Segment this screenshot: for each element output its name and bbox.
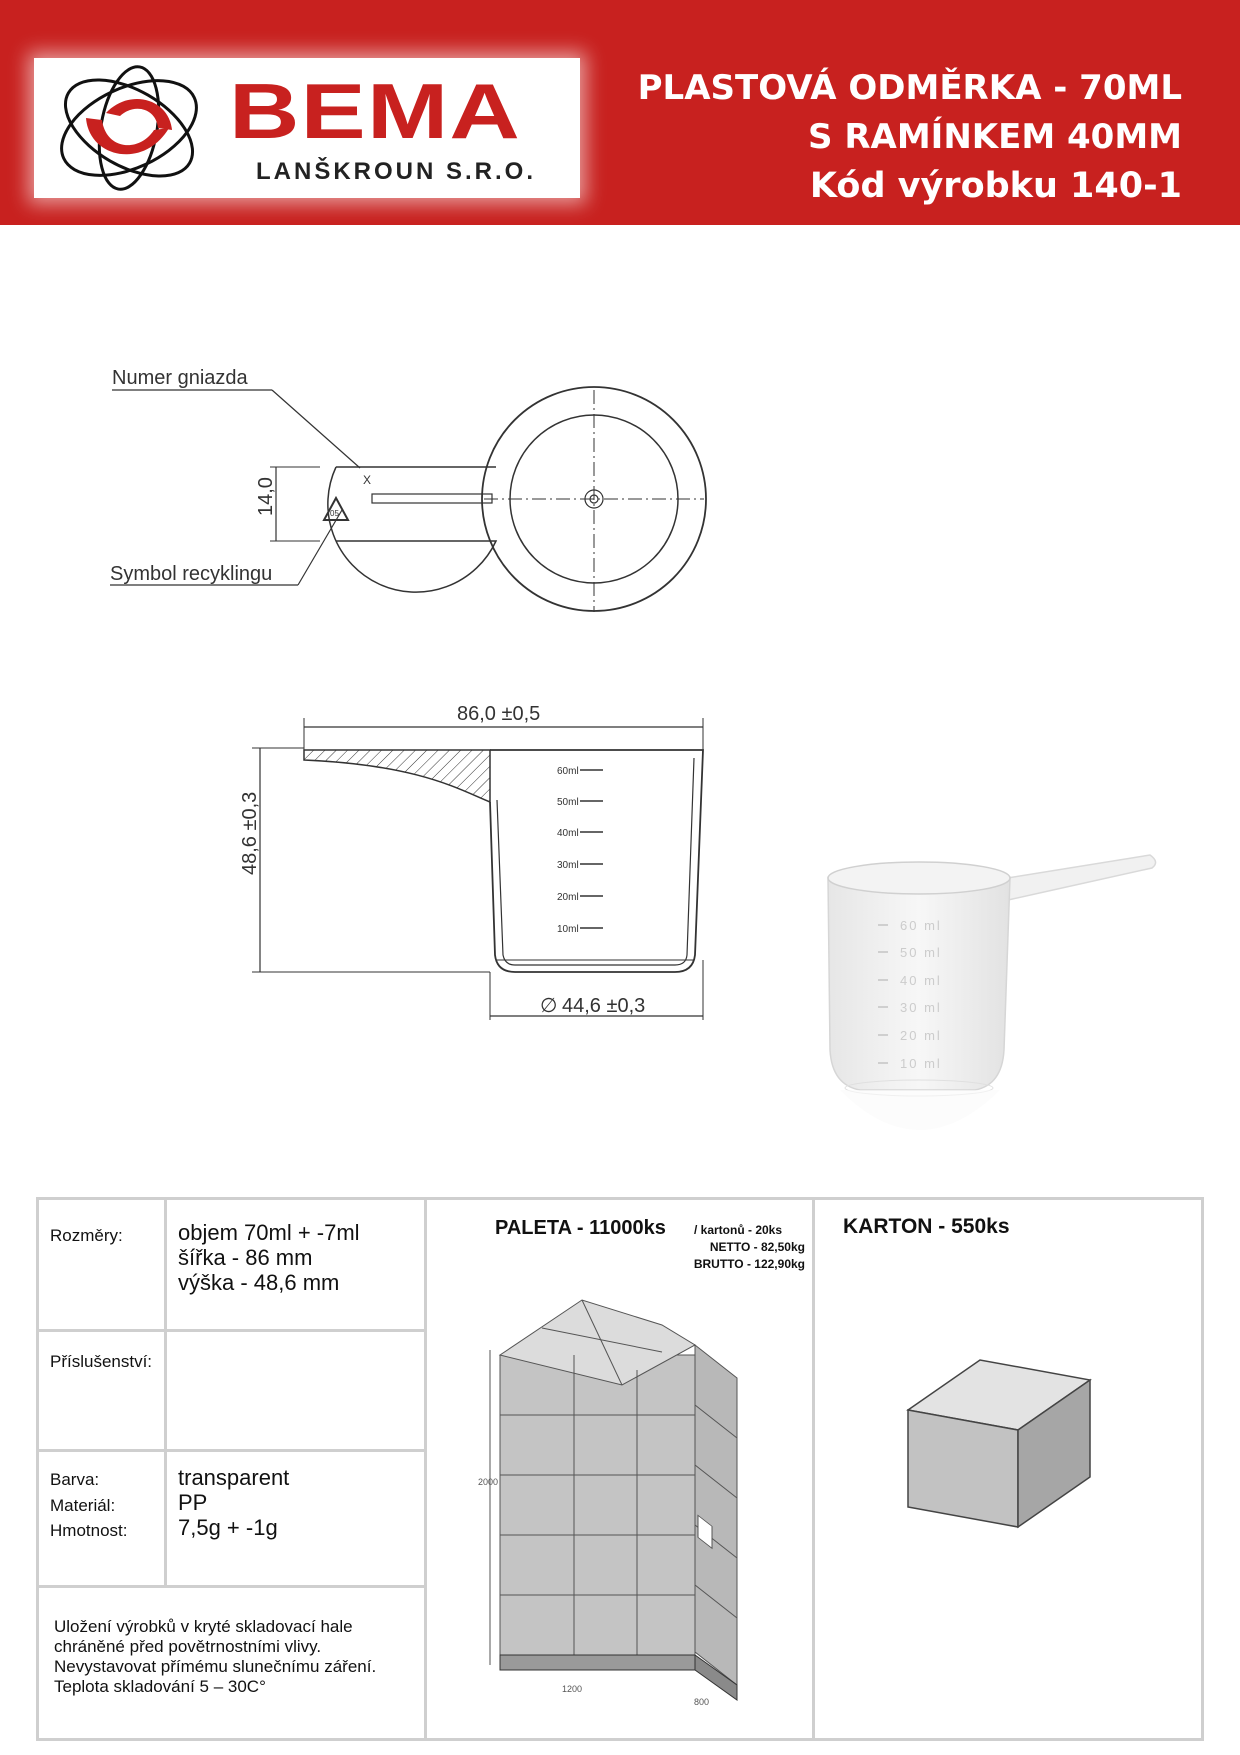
photo-scale-label: 60 ml [900, 918, 942, 933]
photo-scale-label: 20 ml [900, 1028, 942, 1043]
storage-note-line: chráněné před povětrnostními vlivy. [54, 1637, 322, 1656]
diameter-icon: ∅ [540, 995, 558, 1017]
dims-width: šířka - 86 mm [178, 1245, 313, 1270]
pallet-netto: NETTO - 82,50kg [709, 1240, 805, 1254]
pallet-width-dim: 800 [694, 1697, 710, 1707]
pallet-height-dim: 2000 [478, 1477, 499, 1487]
carton-title: KARTON - 550ks [843, 1215, 1010, 1238]
side-scale-label: 10ml [557, 924, 579, 935]
photo-scale-label: 50 ml [900, 945, 942, 960]
side-scale-label: 60ml [557, 766, 579, 777]
photo-scale-label: 30 ml [900, 1000, 942, 1015]
pallet-illustration [462, 1290, 762, 1710]
color-value: transparent [178, 1465, 290, 1490]
material-label: Materiál: [50, 1496, 116, 1515]
pallet-cartons: / kartonů - 20ks [694, 1223, 783, 1237]
weight-label: Hmotnost: [50, 1521, 128, 1540]
label-recycling-symbol: Symbol recyklingu [110, 563, 273, 585]
photo-scale-label: 40 ml [900, 973, 942, 988]
pallet-length-dim: 1200 [562, 1684, 583, 1694]
storage-note-line: Uložení výrobků v kryté skladovací hale [54, 1617, 353, 1636]
dim-handle-width: 14,0 [255, 477, 277, 516]
dim-overall-height: 48,6 ±0,3 [239, 791, 261, 875]
storage-note-line: Teplota skladování 5 – 30C° [54, 1677, 266, 1696]
cavity-mark: X [363, 473, 372, 487]
label-cavity-number: Numer gniazda [112, 367, 248, 389]
side-scale-label: 30ml [557, 860, 579, 871]
side-scale-label: 20ml [557, 892, 579, 903]
accessories-label: Příslušenství: [50, 1352, 153, 1371]
product-code: Kód výrobku 140-1 [809, 166, 1182, 206]
photo-scale-label: 10 ml [900, 1056, 942, 1071]
side-scale-label: 40ml [557, 828, 579, 839]
pallet-title: PALETA - 11000ks [495, 1217, 666, 1239]
dim-overall-width: 86,0 ±0,5 [457, 703, 541, 725]
svg-text:05: 05 [330, 509, 339, 518]
product-title-line1: PLASTOVÁ ODMĚRKA - 70ML [637, 68, 1182, 108]
carton-illustration [900, 1355, 1100, 1535]
pallet-brutto: BRUTTO - 122,90kg [693, 1257, 805, 1271]
color-label: Barva: [50, 1470, 100, 1489]
logo-subtitle: LANŠKROUN S.R.O. [256, 158, 537, 185]
storage-note-line: Nevystavovat přímému slunečnímu záření. [54, 1657, 377, 1676]
dims-volume: objem 70ml + -7ml [178, 1220, 360, 1245]
dims-label: Rozměry: [50, 1226, 123, 1245]
weight-value: 7,5g + -1g [178, 1515, 278, 1540]
side-scale-label: 50ml [557, 797, 579, 808]
dim-diameter: 44,6 ±0,3 [562, 995, 646, 1017]
storage-note [54, 1617, 376, 1697]
product-title-line2: S RAMÍNKEM 40MM [808, 117, 1182, 157]
material-value: PP [178, 1490, 208, 1515]
logo-wordmark: BEMA [229, 67, 522, 155]
dims-height: výška - 48,6 mm [178, 1270, 340, 1295]
